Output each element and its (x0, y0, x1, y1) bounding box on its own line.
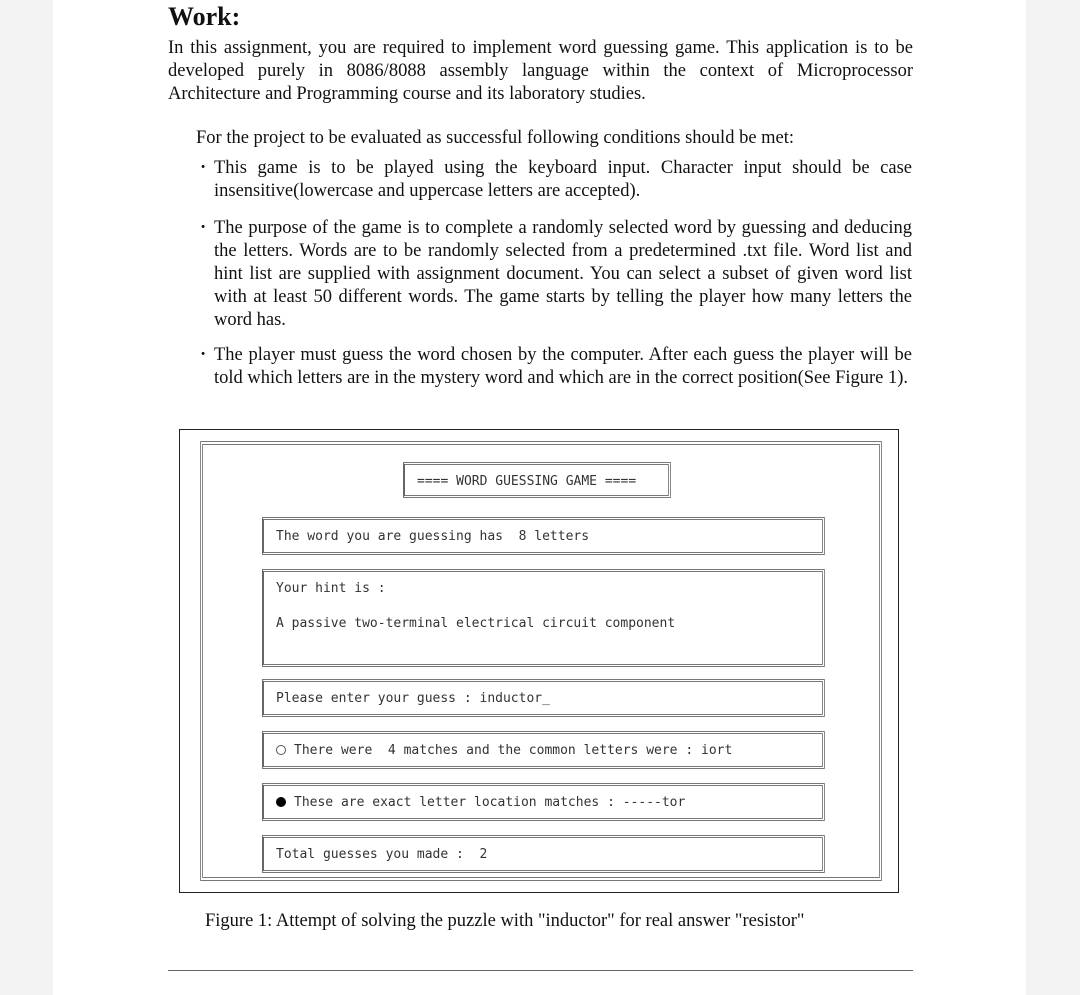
matches-box (262, 731, 825, 769)
exact-matches-box (262, 783, 825, 821)
document-page (53, 0, 1026, 995)
bullet-icon: · (200, 218, 207, 238)
open-circle-icon (276, 745, 286, 755)
intro-paragraph: In this assignment, you are required to implement word guessing game. This application is to be developed purely in 8086/8088 assembly language within the context of Microprocessor Architecture and Programming course and its laboratory studies. (168, 38, 913, 104)
matches-line (276, 743, 732, 758)
game-title-box (403, 462, 671, 498)
bullet-icon: · (200, 158, 207, 178)
total-guesses-text: Total guesses you made : 2 (276, 847, 488, 862)
hint-box (262, 569, 825, 667)
figure-game-screenshot (179, 429, 899, 893)
condition-item (200, 157, 912, 203)
figure-caption: Figure 1: Attempt of solving the puzzle with "inductor" for real answer "resistor" (205, 911, 805, 931)
condition-item (200, 344, 912, 390)
guess-prompt: Please enter your guess : inductor_ (276, 691, 550, 706)
hint-label: Your hint is : (276, 581, 386, 596)
letters-count-text: The word you are guessing has 8 letters (276, 529, 590, 544)
condition-item (200, 217, 912, 332)
hint-text: A passive two-terminal electrical circuit component (276, 616, 676, 631)
filled-circle-icon (276, 797, 286, 807)
matches-text: There were 4 matches and the common letters were : iort (294, 743, 733, 758)
game-title: ==== WORD GUESSING GAME ==== (417, 474, 637, 489)
exact-line (276, 795, 685, 810)
game-frame (200, 441, 882, 881)
condition-text: This game is to be played using the keyboard input. Character input should be case insensitive(lowercase and uppercase letters are accepted). (214, 158, 912, 201)
exact-text: These are exact letter location matches : -----tor (294, 795, 686, 810)
conditions-lead: For the project to be evaluated as successful following conditions should be met: (196, 128, 795, 148)
total-guesses-box (262, 835, 825, 873)
letters-count-box (262, 517, 825, 555)
section-title: Work: (168, 2, 241, 31)
bullet-icon: · (200, 345, 207, 365)
condition-text: The player must guess the word chosen by the computer. After each guess the player will be told which letters are in the mystery word and which are in the correct position(See Figure 1). (214, 345, 912, 388)
condition-text: The purpose of the game is to complete a randomly selected word by guessing and deducing the letters. Words are to be randomly selected from a predetermined .txt file. Word list and hint list are supplied with assignment document. You can select a subset of given word list with at least 50 different words. The game starts by telling the player how many letters the word has. (214, 218, 912, 330)
guess-input-box (262, 679, 825, 717)
horizontal-rule (168, 970, 913, 971)
